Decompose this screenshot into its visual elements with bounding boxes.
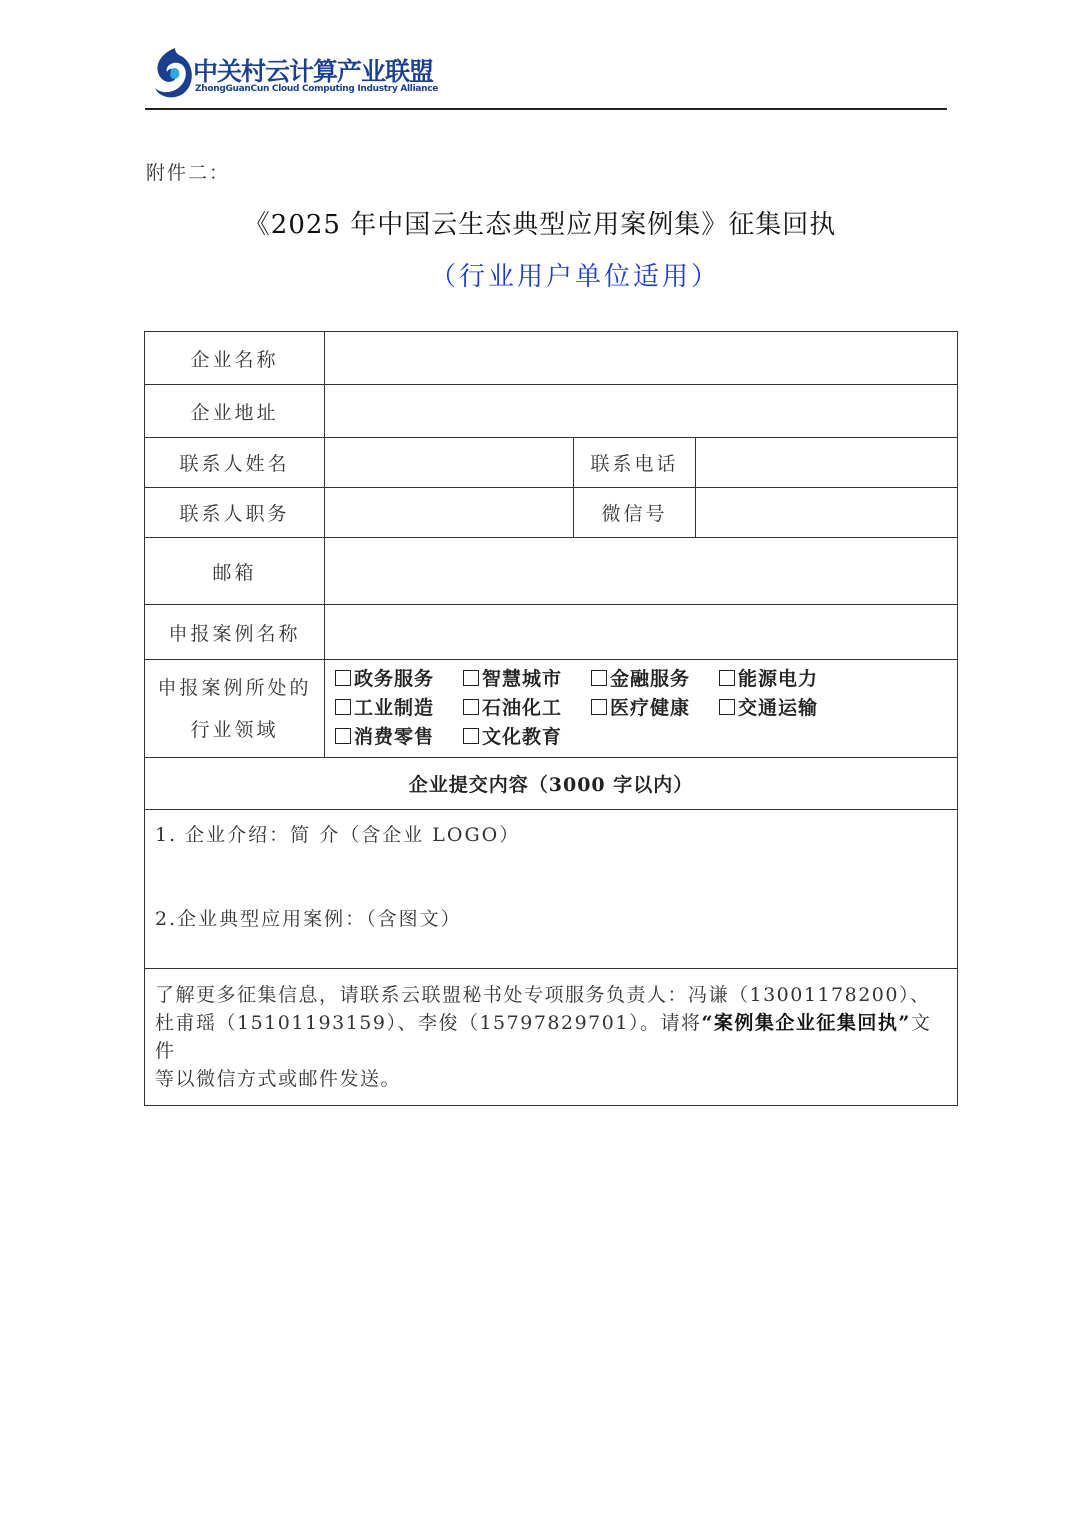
row-note [145,969,958,1106]
industry-label-line1: 申报案例所处的 [157,676,312,699]
industry-option[interactable]: 能源电力 [719,665,847,694]
contact-phone-label: 联系电话 [574,438,696,488]
row-content-header [145,758,958,810]
checkbox-icon[interactable] [335,670,351,686]
checkbox-icon[interactable] [591,699,607,715]
row-contact-title [145,488,958,538]
note-line-3: 等以微信方式或邮件发送。 [155,1068,402,1090]
wechat-label: 微信号 [574,488,696,538]
industry-row-1 [335,665,957,694]
contact-name-label: 联系人姓名 [145,438,325,488]
header-divider [145,108,947,110]
industry-option[interactable]: 交通运输 [719,694,847,723]
contact-title-label: 联系人职务 [145,488,325,538]
document-title: 《2025 年中国云生态典型应用案例集》征集回执 [243,210,837,240]
company-address-field[interactable] [325,385,958,438]
row-company-name [145,332,958,385]
note-line-1: 了解更多征集信息，请联系云联盟秘书处专项服务负责人：冯谦（13001178200）、 [155,984,931,1006]
industry-options [325,660,958,758]
industry-row-2 [335,694,957,723]
industry-option[interactable]: 石油化工 [463,694,591,723]
content-section-header: 企业提交内容（3000 字以内） [145,758,958,810]
note-line-2: 杜甫瑶（15101193159）、李俊（15797829701）。请将“案例集企业征集回执”文件 [155,1012,932,1062]
letterhead [145,42,947,108]
company-address-label: 企业地址 [145,385,325,438]
document-subtitle: （行业用户单位适用） [429,262,720,292]
reply-form-table [144,331,958,1106]
logo-english-name: ZhongGuanCun Cloud Computing Industry Alliance [195,84,439,94]
checkbox-icon[interactable] [463,670,479,686]
industry-option[interactable]: 金融服务 [591,665,719,694]
wechat-field[interactable] [696,488,958,538]
industry-option[interactable]: 消费零售 [335,723,463,752]
typical-case-item: 2.企业典型应用案例：（含图文） [155,908,462,930]
email-field[interactable] [325,538,958,605]
contact-title-field[interactable] [325,488,574,538]
checkbox-icon[interactable] [335,699,351,715]
checkbox-icon[interactable] [335,728,351,744]
industry-option[interactable]: 政务服务 [335,665,463,694]
email-label: 邮箱 [145,538,325,605]
industry-label-line2: 行业领域 [190,718,279,741]
contact-note [145,969,958,1106]
checkbox-icon[interactable] [463,728,479,744]
checkbox-icon[interactable] [463,699,479,715]
content-area[interactable] [145,810,958,969]
industry-option[interactable]: 文化教育 [463,723,591,752]
company-name-label: 企业名称 [145,332,325,385]
checkbox-icon[interactable] [719,670,735,686]
industry-option[interactable]: 医疗健康 [591,694,719,723]
case-name-field[interactable] [325,605,958,660]
contact-name-field[interactable] [325,438,574,488]
row-case-name [145,605,958,660]
industry-option[interactable]: 智慧城市 [463,665,591,694]
industry-label [145,660,325,758]
row-contact [145,438,958,488]
logo-chinese-name: 中关村云计算产业联盟 [193,57,434,86]
industry-option[interactable]: 工业制造 [335,694,463,723]
company-name-field[interactable] [325,332,958,385]
case-name-label: 申报案例名称 [145,605,325,660]
row-content [145,810,958,969]
alliance-logo-icon [151,44,195,102]
checkbox-icon[interactable] [719,699,735,715]
annex-label: 附件二： [146,162,231,184]
company-intro-item: 1. 企业介绍：简 介（含企业 LOGO） [155,824,521,846]
note-emphasis: “案例集企业征集回执” [701,1012,911,1034]
row-industry [145,660,958,758]
row-company-address [145,385,958,438]
row-email [145,538,958,605]
industry-row-3 [335,723,957,752]
contact-phone-field[interactable] [696,438,958,488]
checkbox-icon[interactable] [591,670,607,686]
